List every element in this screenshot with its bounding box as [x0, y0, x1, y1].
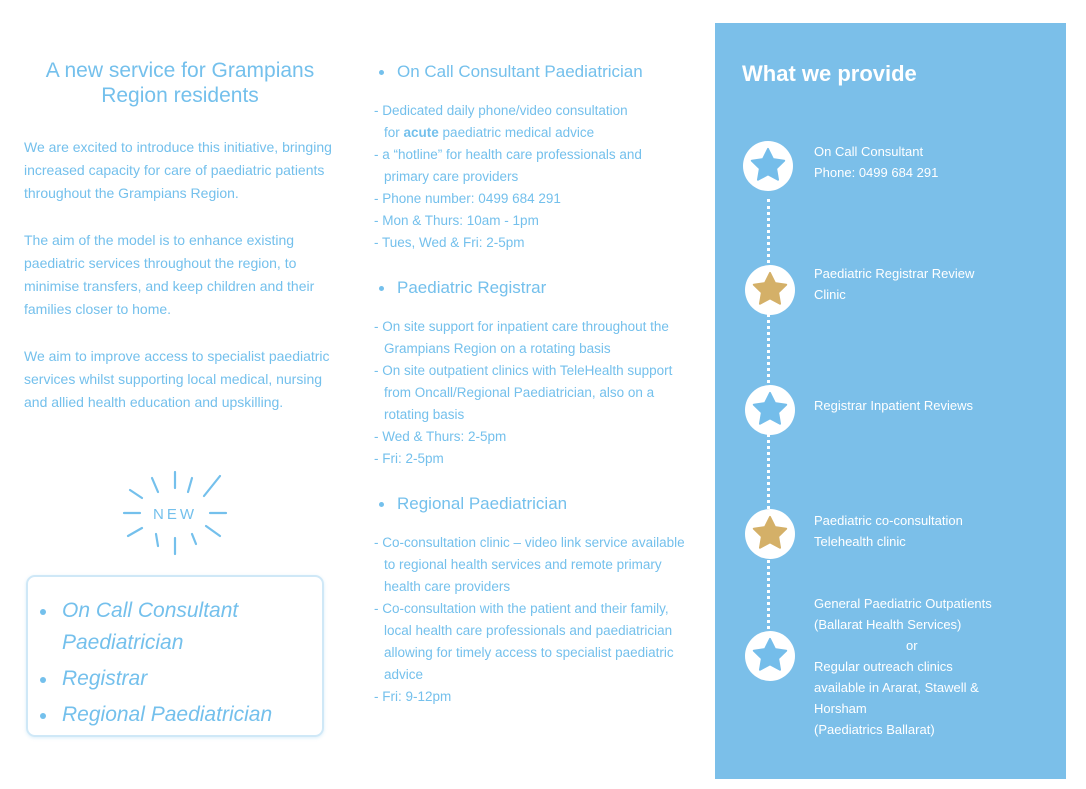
list-item: - On site outpatient clinics with TeleHealth support from Oncall/Regional Paediatrician, also on a rotating basis [374, 363, 673, 422]
page-title [24, 58, 336, 108]
panel-title: What we provide [742, 61, 917, 86]
blue-star-icon [743, 141, 793, 191]
provide-item-line: Paediatric co-consultation [814, 513, 963, 528]
list-item: - Wed & Thurs: 2-5pm [374, 429, 507, 444]
gold-star-icon [745, 265, 795, 315]
summary-item: Registrar [62, 663, 322, 695]
title-line-1: A new service for Grampians [45, 59, 315, 82]
provide-item-line: Clinic [814, 287, 846, 302]
provide-item-line: or [906, 638, 918, 653]
provide-item-inpatient-reviews [814, 395, 1044, 416]
provide-item-line: Registrar Inpatient Reviews [814, 398, 973, 413]
new-badge-label: NEW [153, 506, 197, 523]
summary-item: On Call Consultant Paediatrician [62, 595, 322, 659]
section-list-regional [370, 532, 690, 708]
provide-item-line: Phone: 0499 684 291 [814, 165, 939, 180]
list-item [370, 100, 690, 144]
gold-star-icon [745, 509, 795, 559]
list-item: - Tues, Wed & Fri: 2-5pm [374, 235, 525, 250]
provide-item-outpatients [814, 593, 1044, 740]
provide-item-line: General Paediatric Outpatients [814, 596, 992, 611]
new-badge-icon [120, 468, 230, 556]
emphasis-acute: acute [403, 125, 439, 140]
section-list-registrar [370, 316, 690, 470]
list-item: - Fri: 2-5pm [374, 451, 444, 466]
provide-item-registrar-clinic [814, 263, 1044, 305]
intro-paragraph-3: We aim to improve access to specialist paediatric services whilst supporting local medical, nursing and allied health education and upskilling. [24, 348, 330, 410]
summary-item: Regional Paediatrician [62, 699, 322, 731]
section-heading-on-call: On Call Consultant Paediatrician [370, 60, 690, 84]
intro-paragraph-1: We are excited to introduce this initiative, bringing increased capacity for care of paediatric patients throughout the Grampians Region. [24, 139, 332, 201]
title-line-2: Region residents [101, 84, 259, 107]
list-item: - Fri: 9-12pm [374, 689, 452, 704]
provide-item-line: Horsham [814, 701, 867, 716]
section-heading-registrar: Paediatric Registrar [370, 276, 690, 300]
list-item: - On site support for inpatient care throughout the Grampians Region on a rotating basis [374, 319, 669, 356]
list-item: - Mon & Thurs: 10am - 1pm [374, 213, 539, 228]
blue-star-icon [745, 631, 795, 681]
section-list-on-call [370, 100, 690, 254]
what-we-provide-panel [715, 23, 1066, 779]
list-item: - Co-consultation with the patient and their family, local health care professionals and paediatrician allowing for timely access to specialist paediatric advice [374, 601, 674, 682]
provide-item-line: On Call Consultant [814, 144, 924, 159]
services-summary-list [28, 577, 322, 731]
provide-item-line: (Paediatrics Ballarat) [814, 722, 935, 737]
intro-column [24, 58, 336, 438]
section-heading-regional: Regional Paediatrician [370, 492, 690, 516]
services-detail-column [370, 60, 690, 708]
blue-star-icon [745, 385, 795, 435]
intro-paragraph-2: The aim of the model is to enhance existing paediatric services throughout the region, to minimise transfers, and keep children and their families closer to home. [24, 232, 315, 317]
list-item-text: for [384, 125, 404, 140]
services-summary-box [26, 575, 324, 737]
provide-item-line: available in Ararat, Stawell & [814, 680, 979, 695]
list-item-text: paediatric medical advice [438, 125, 595, 140]
provide-item-line: Telehealth clinic [814, 534, 906, 549]
list-item-text: - Dedicated daily phone/video consultation [374, 103, 628, 118]
provide-item-on-call [814, 141, 1044, 183]
provide-item-co-consultation [814, 510, 1044, 552]
list-item: - Phone number: 0499 684 291 [374, 191, 561, 206]
provide-item-line: Regular outreach clinics [814, 659, 953, 674]
provide-item-line: (Ballarat Health Services) [814, 617, 962, 632]
provide-item-line: Paediatric Registrar Review [814, 266, 975, 281]
list-item: - Co-consultation clinic – video link service available to regional health services and remote primary health care providers [374, 535, 685, 594]
list-item: - a “hotline” for health care professionals and primary care providers [374, 147, 642, 184]
